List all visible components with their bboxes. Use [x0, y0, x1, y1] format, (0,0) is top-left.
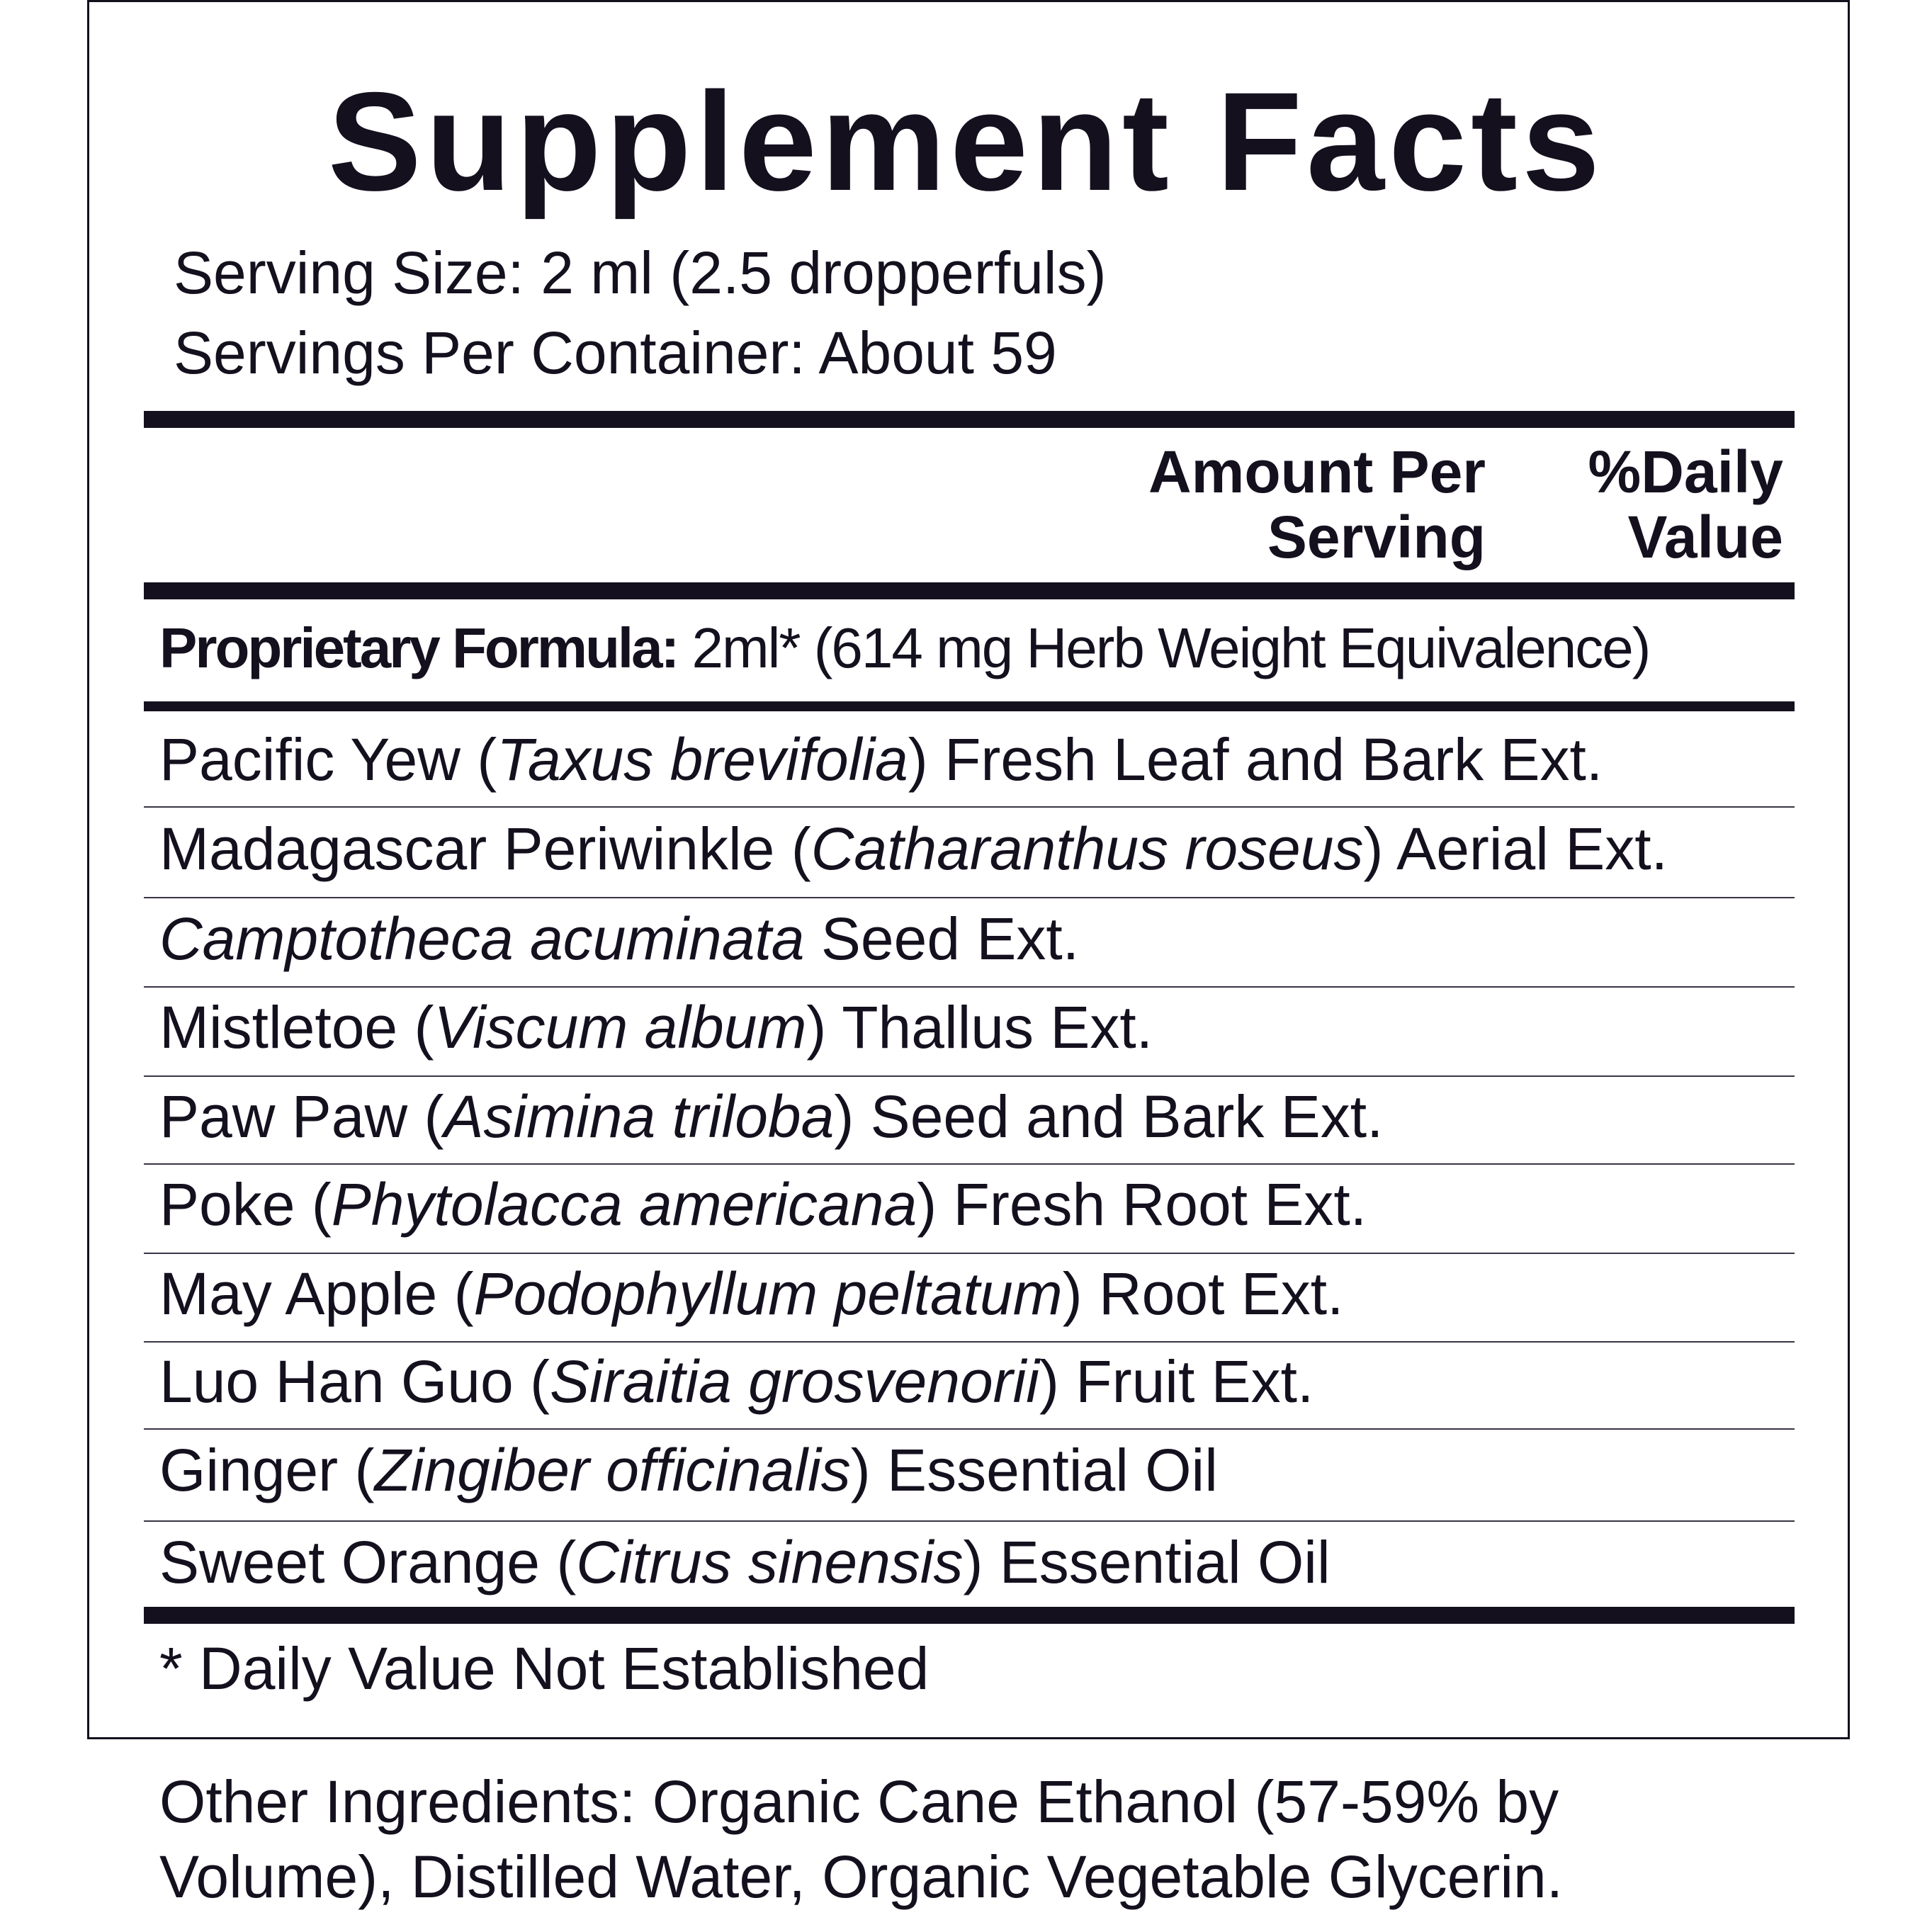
ingredient-part: ) Aerial Ext.	[1363, 815, 1668, 882]
ingredient-latin-name: Viscum album	[434, 994, 807, 1061]
formula-value: 2ml* (614 mg Herb Weight Equivalence)	[677, 616, 1650, 679]
ingredient-latin-name: Zingiber officinalis	[374, 1437, 851, 1503]
ingredient-common-name: Sweet Orange (	[159, 1529, 577, 1595]
amount-per-serving-header	[1148, 439, 1486, 570]
ingredient-latin-name: Podophyllum peltatum	[473, 1260, 1063, 1327]
daily-header-line1: %Daily	[1588, 439, 1783, 505]
ingredient-divider	[144, 1163, 1795, 1165]
ingredient-divider	[144, 1075, 1795, 1077]
ingredient-divider	[144, 1520, 1795, 1522]
footnote: * Daily Value Not Established	[159, 1635, 930, 1702]
ingredient-part: ) Fresh Leaf and Bark Ext.	[908, 726, 1603, 793]
ingredient-latin-name: Citrus sinensis	[576, 1529, 964, 1595]
ingredient-latin-name: Siraitia grosvenorii	[550, 1348, 1039, 1415]
ingredient-row	[159, 1346, 1314, 1417]
ingredient-common-name: Poke (	[159, 1171, 332, 1238]
daily-header-line2: Value	[1627, 504, 1783, 570]
ingredient-latin-name: Phytolacca americana	[331, 1171, 917, 1238]
rule-thick-formula	[144, 701, 1795, 711]
ingredient-common-name: Luo Han Guo (	[159, 1348, 550, 1415]
ingredient-part: ) Fresh Root Ext.	[917, 1171, 1367, 1238]
ingredient-common-name: Mistletoe (	[159, 994, 434, 1061]
ingredient-row	[159, 724, 1603, 795]
amount-header-line1: Amount Per	[1148, 439, 1486, 505]
proprietary-formula	[159, 613, 1649, 684]
ingredient-divider	[144, 897, 1795, 898]
ingredient-part: ) Seed and Bark Ext.	[834, 1083, 1384, 1150]
ingredient-row	[159, 1169, 1367, 1240]
ingredient-part: ) Thallus Ext.	[806, 994, 1153, 1061]
ingredient-row	[159, 1081, 1383, 1152]
daily-value-header	[1588, 439, 1783, 570]
other-ingredients: Other Ingredients: Organic Cane Ethanol (57-59% by Volume), Distilled Water, Organic Vegetable Glycerin.	[159, 1768, 1564, 1910]
ingredient-row	[159, 1435, 1218, 1506]
servings-per-container: Servings Per Container: About 59	[174, 320, 1057, 386]
ingredient-part: ) Fruit Ext.	[1039, 1348, 1314, 1415]
ingredient-common-name: May Apple (	[159, 1260, 474, 1327]
ingredient-row	[159, 903, 1079, 974]
amount-header-line2: Serving	[1267, 504, 1486, 570]
ingredient-row	[159, 813, 1668, 884]
ingredient-row	[159, 992, 1153, 1063]
ingredient-part: ) Essential Oil	[963, 1529, 1331, 1595]
ingredient-latin-name: Asimina triloba	[444, 1083, 835, 1150]
ingredient-row	[159, 1527, 1331, 1598]
ingredient-common-name: Paw Paw (	[159, 1083, 444, 1150]
formula-label: Proprietary Formula:	[159, 616, 678, 679]
rule-thick-bottom	[144, 1607, 1795, 1624]
ingredient-divider	[144, 986, 1795, 988]
ingredient-divider	[144, 806, 1795, 808]
rule-thick-header	[144, 582, 1795, 599]
ingredient-part: ) Root Ext.	[1062, 1260, 1344, 1327]
ingredient-latin-name: Camptotheca acuminata	[159, 905, 805, 972]
serving-size: Serving Size: 2 ml (2.5 dropperfuls)	[174, 239, 1107, 306]
ingredient-common-name: Madagascar Periwinkle (	[159, 815, 811, 882]
ingredient-divider	[144, 1341, 1795, 1343]
ingredient-row	[159, 1258, 1343, 1329]
ingredient-part: ) Essential Oil	[850, 1437, 1218, 1503]
ingredient-divider	[144, 1253, 1795, 1254]
ingredient-latin-name: Taxus brevifolia	[497, 726, 908, 793]
ingredient-common-name: Pacific Yew (	[159, 726, 497, 793]
ingredient-latin-name: Catharanthus roseus	[810, 815, 1364, 882]
ingredient-common-name: Ginger (	[159, 1437, 375, 1503]
rule-thick-top	[144, 411, 1795, 428]
ingredient-divider	[144, 1428, 1795, 1430]
ingredient-part: Seed Ext.	[804, 905, 1080, 972]
panel-title: Supplement Facts	[327, 63, 1605, 220]
